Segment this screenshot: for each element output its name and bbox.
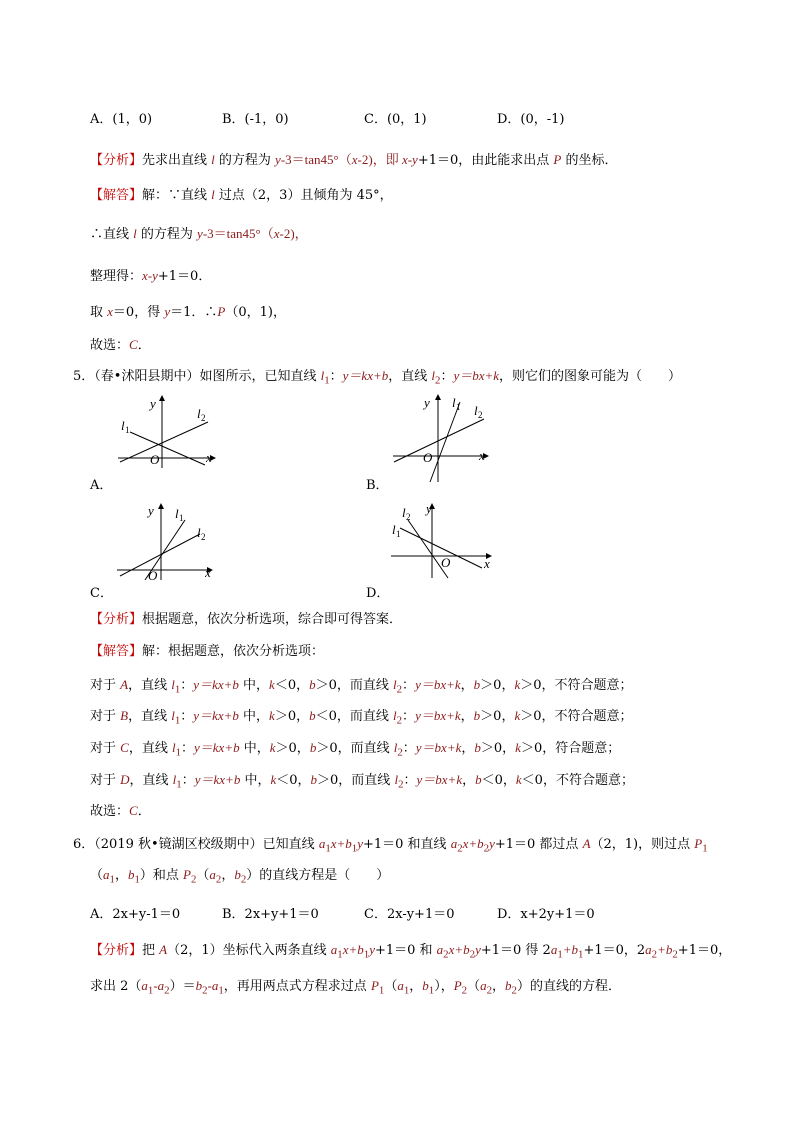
q5-conclusion: 故选：C． — [90, 803, 151, 819]
q5-case-b: 对于 B，直线 $l_1$：y＝kx+b 中，k＞0，b＜0，而直线 $l_2$：y＝bx+k，b＞0，k＞0，不符合题意； — [90, 708, 633, 727]
q4-option-a[interactable]: A．(1，0) — [90, 112, 153, 127]
x-label: x — [484, 556, 490, 571]
q6-analysis-line-2: 求出 $2(a_1-a_2)=b_2-a_1$，再用两点式方程求过点 $P_1(a_1$，$b_1$），$P_2(a_2$，$b_2$）的直线的方程． — [90, 978, 621, 997]
q6-option-d[interactable]: D．x+2y+1＝0 — [497, 907, 595, 922]
analysis-tag: 【分析】 — [90, 612, 143, 627]
x-label: x — [479, 448, 485, 463]
y-label: y — [426, 501, 432, 516]
q4-option-c[interactable]: C．(0，1) — [364, 112, 427, 127]
line-l1 — [430, 402, 460, 482]
solution-tag: 【解答】 — [90, 188, 143, 203]
q4-solution-line-1: 【解答】解：∵直线 l 过点（2，3）且倾角为 45°， — [90, 187, 393, 203]
q6-stem-line-1: 6．（2019 秋•镜湖区校级期中）已知直线 $a_1x+b_1y+1=0$ 和直线 $a_2x+b_2y+1=0$ 都过点 A（2，1)，则过点 $P_1$ — [73, 836, 708, 855]
y-label: y — [150, 396, 156, 411]
l2-label: l — [197, 406, 201, 421]
graph-d[interactable] — [386, 500, 501, 580]
l1-subscript: 1 — [456, 402, 461, 412]
q4-analysis: 【分析】先求出直线 l 的方程为 y-3＝tan45°（x-2)，即 x-y+1＝0，由此能求出点 P 的坐标． — [90, 152, 618, 168]
l2-subscript: 2 — [201, 413, 206, 423]
l1-label: l — [452, 395, 456, 410]
origin-label: O — [150, 452, 160, 467]
q5-case-c: 对于 C，直线 $l_1$：y＝kx+b 中，k＞0，b＞0，而直线 $l_2$：y＝bx+k，b＞0，k＞0，符合题意； — [90, 740, 621, 759]
graph-a[interactable] — [110, 392, 230, 470]
q5-stem: 5．（春•沭阳县期中）如图所示，已知直线 $l_1$：y＝kx+b，直线 $l_2$：y＝bx+k，则它们的图象可能为（ ） — [73, 368, 682, 387]
q5-option-c[interactable]: C． — [90, 586, 113, 601]
x-label: x — [206, 450, 212, 465]
q5-option-b[interactable]: B． — [366, 478, 389, 493]
q5-option-a[interactable]: A． — [90, 478, 113, 493]
analysis-tag: 【分析】 — [90, 943, 143, 958]
q6-analysis-line-1: 【分析】把 A（2，1）坐标代入两条直线 $a_1x+b_1y+1=0$ 和 $a_2x+b_2y+1=0$ 得 $2a_1+b_1+1=0$，$2a_2+b_2+1=0$， — [90, 942, 732, 961]
origin-label: O — [441, 555, 451, 570]
l2-label: l — [197, 525, 201, 540]
y-label: y — [148, 503, 154, 518]
q4-solution-line-2: ∴直线 l 的方程为 y-3＝tan45°（x-2)， — [90, 226, 308, 242]
l1-subscript: 1 — [179, 513, 184, 523]
origin-label: O — [148, 568, 158, 583]
x-label: x — [205, 565, 211, 580]
y-label: y — [424, 395, 430, 410]
q4-solution-line-3: 整理得：x-y+1＝0． — [90, 268, 212, 284]
graph-c[interactable] — [112, 500, 227, 582]
q4-solution-line-4: 取 x＝0，得 y＝1．∴P（0，1)， — [90, 304, 286, 320]
analysis-tag: 【分析】 — [90, 153, 143, 168]
q5-case-a: 对于 A，直线 $l_1$：y＝kx+b 中，k＜0，b＞0，而直线 $l_2$：y＝bx+k，b＞0，k＞0，不符合题意； — [90, 677, 633, 696]
graph-b[interactable] — [388, 392, 508, 484]
l2-subscript: 2 — [406, 512, 411, 522]
line-l2 — [120, 422, 208, 462]
solution-tag: 【解答】 — [90, 644, 143, 659]
q5-case-d: 对于 D，直线 $l_1$：y＝kx+b 中，k＜0，b＞0，而直线 $l_2$：y＝bx+k，b＜0，k＜0，不符合题意； — [90, 772, 634, 791]
q4-option-b[interactable]: B．(-1，0) — [222, 112, 289, 127]
q4-conclusion: 故选：C． — [90, 337, 151, 353]
l2-label: l — [402, 505, 406, 520]
q6-stem-line-2: （$a_1$，$b_1$）和点 $P_2(a_2$，$b_2$）的直线方程是（ ） — [90, 867, 390, 886]
l1-label: l — [392, 522, 396, 537]
l1-subscript: 1 — [396, 529, 401, 539]
q5-option-d[interactable]: D． — [366, 586, 390, 601]
q5-analysis: 【分析】根据题意，依次分析选项，综合即可得答案． — [90, 612, 403, 627]
l1-label: l — [121, 418, 125, 433]
l1-label: l — [175, 506, 179, 521]
q5-solution-intro: 【解答】解：根据题意，依次分析选项： — [90, 644, 325, 659]
l2-label: l — [474, 403, 478, 418]
q6-option-c[interactable]: C．2x-y+1＝0 — [364, 907, 455, 922]
origin-label: O — [423, 450, 433, 465]
l2-subscript: 2 — [201, 532, 206, 542]
l1-subscript: 1 — [125, 425, 130, 435]
q6-option-b[interactable]: B．2x+y+1＝0 — [222, 907, 319, 922]
l2-subscript: 2 — [478, 410, 483, 420]
q6-option-a[interactable]: A．2x+y-1＝0 — [90, 907, 181, 922]
q4-option-d[interactable]: D．(0，-1) — [497, 112, 565, 127]
line-l1 — [130, 432, 205, 465]
